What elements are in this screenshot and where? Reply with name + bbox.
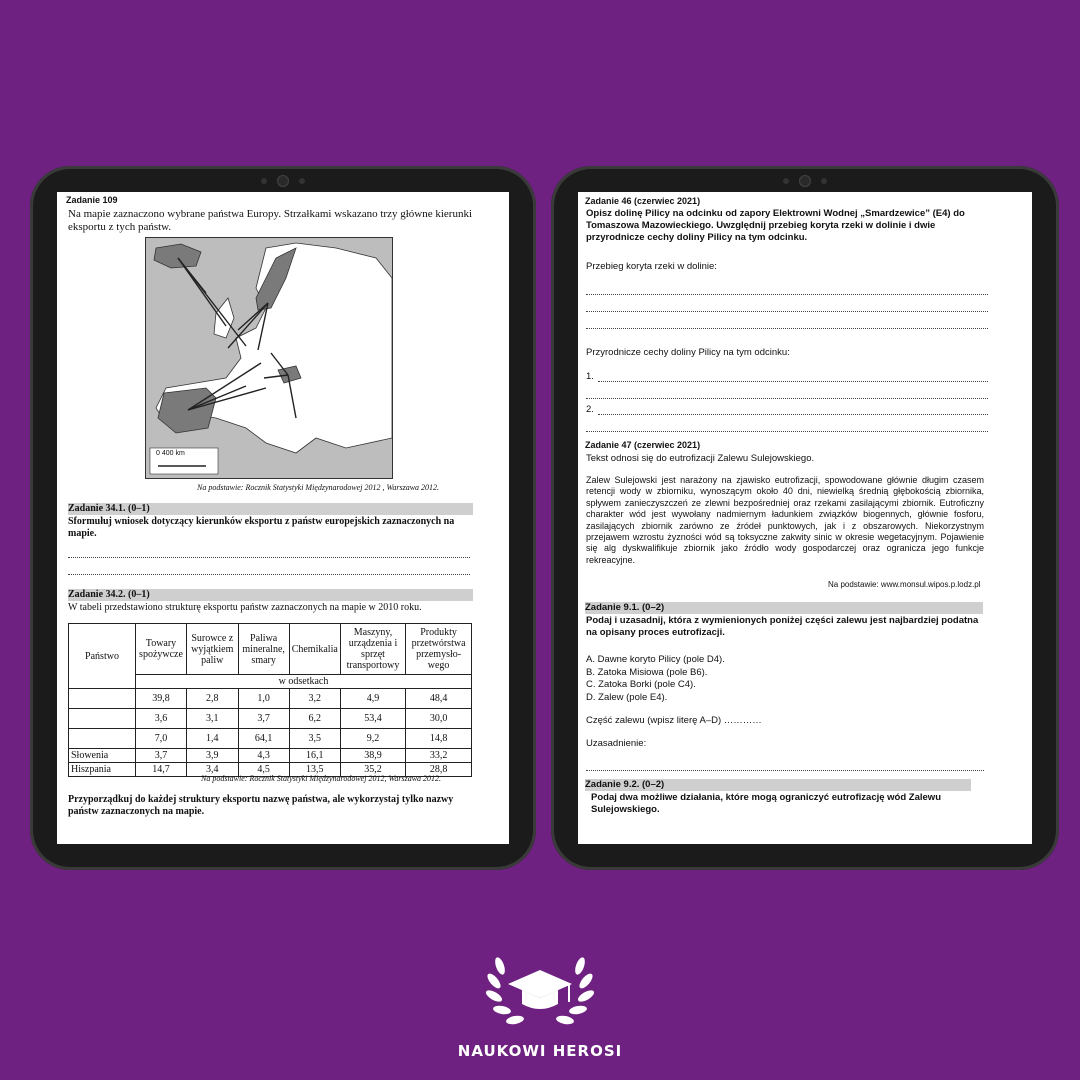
worksheet-left <box>57 192 509 844</box>
table-cell: 33,2 <box>406 749 472 763</box>
answer-line[interactable] <box>598 381 988 382</box>
justification-label: Uzasadnienie: <box>586 738 647 749</box>
table-cell-country: Hiszpania <box>69 763 136 777</box>
table-cell: 1,0 <box>238 689 289 709</box>
item-number: 1. <box>586 371 594 382</box>
table-cell: 53,4 <box>340 709 405 729</box>
table-header: Surowce z wyjątkiem paliw <box>186 624 238 675</box>
answer-line[interactable] <box>68 557 470 558</box>
task-47-paragraph: Zalew Sulejowski jest narażony na zjawisko eutrofizacji, spowodowane głównie długim czasem retencji wody w zbiorniku, wynoszącym około 40 dni, niewielką średnią głębokością zbiornika, spływem zanieczyszczeń ze zlewni bezpośredniej oraz rzekami zasilającymi zbiornik. Eutroficzny charakter wód jest wywołany nadmiernym ładunkiem związków biogennych, głównie fosforu, zasilających zbiornik zarówno ze źródeł punktowych, jak i z obszarowych. Niekorzystnym przejawem wzrostu żyzności wód są toksyczne zakwity sinic w okresie wegetacyjnym. Pojawienie się alg dyskwalifikuje zbiornik jako źródło wody gospodarczej oraz ogranicza jego funkcje rekreacyjne. <box>586 475 984 565</box>
table-cell: 38,9 <box>340 749 405 763</box>
table-cell: 30,0 <box>406 709 472 729</box>
brand-name: NAUKOWI HEROSI <box>457 1042 623 1060</box>
label-course: Przebieg koryta rzeki w dolinie: <box>586 261 717 272</box>
table-cell: 3,5 <box>289 729 340 749</box>
table-cell: 2,8 <box>186 689 238 709</box>
table-cell: 3,9 <box>186 749 238 763</box>
table-cell: 35,2 <box>340 763 405 777</box>
table-header-country: Państwo <box>69 624 136 689</box>
task-46-title: Zadanie 46 (czerwiec 2021) <box>585 196 701 206</box>
table-cell: 14,7 <box>136 763 187 777</box>
table-cell-country[interactable] <box>69 709 136 729</box>
task-34-1-bar: Zadanie 34.1. (0–1) <box>68 503 473 515</box>
option-b: B. Zatoka Misiowa (pole B6). <box>586 666 708 678</box>
answer-line[interactable] <box>586 328 988 329</box>
table-cell-country[interactable] <box>69 729 136 749</box>
table-cell: 64,1 <box>238 729 289 749</box>
table-header: Maszyny, urządzenia i sprzęt transportowy <box>340 624 405 675</box>
table-unit: w odsetkach <box>136 675 472 689</box>
label-features: Przyrodnicze cechy doliny Pilicy na tym odcinku: <box>586 347 790 358</box>
task-47-intro: Tekst odnosi się do eutrofizacji Zalewu Sulejowskiego. <box>586 453 815 464</box>
answer-line[interactable] <box>586 398 988 399</box>
task-title: Zadanie 109 <box>66 195 118 205</box>
table-header: Chemikalia <box>289 624 340 675</box>
answer-line[interactable] <box>598 414 988 415</box>
table-header: Towary spożywcze <box>136 624 187 675</box>
map-scale-label: 0 400 km <box>156 450 185 457</box>
table-source: Na podstawie: Rocznik Statystyki Międzynarodowej 2012, Warszawa 2012. <box>201 774 442 783</box>
answer-line[interactable] <box>586 770 984 771</box>
table-cell: 4,3 <box>238 749 289 763</box>
task-9-1-bar: Zadanie 9.1. (0–2) <box>585 602 983 614</box>
table-cell: 3,4 <box>186 763 238 777</box>
table-cell: 3,2 <box>289 689 340 709</box>
table-cell: 48,4 <box>406 689 472 709</box>
item-number: 2. <box>586 404 594 415</box>
tablet-left <box>30 166 536 870</box>
answer-line[interactable] <box>586 294 988 295</box>
export-table <box>68 623 472 777</box>
europe-map <box>145 237 393 479</box>
option-a: A. Dawne koryto Pilicy (pole D4). <box>586 654 725 665</box>
answer-line[interactable] <box>586 311 988 312</box>
answer-letter-field[interactable]: Część zalewu (wpisz literę A–D) ………… <box>586 715 762 726</box>
table-cell: 3,7 <box>238 709 289 729</box>
table-cell: 3,1 <box>186 709 238 729</box>
worksheet-right <box>578 192 1032 844</box>
table-cell: 4,5 <box>238 763 289 777</box>
map-graphic <box>146 238 392 478</box>
option-d: D. Zalew (pole E4). <box>586 691 668 703</box>
task-47-title: Zadanie 47 (czerwiec 2021) <box>585 440 701 450</box>
task-34-2-instruction: Przyporządkuj do każdej struktury eksportu nazwę państwa, ale wykorzystaj tylko nazwy państw zaznaczonych na mapie. <box>68 794 454 817</box>
table-header: Produkty przetwórstwa przemysło-wego <box>406 624 472 675</box>
task-34-1-text: Sformułuj wniosek dotyczący kierunków eksportu z państw europejskich zaznaczonych na mapie. <box>68 516 455 539</box>
table-cell: 7,0 <box>136 729 187 749</box>
answer-line[interactable] <box>68 574 470 575</box>
option-c: C. Zatoka Borki (pole C4). <box>586 679 696 690</box>
task-9-2-text: Podaj dwa możliwe działania, które mogą ograniczyć eutrofizację wód Zalewu Sulejowskiego. <box>591 792 941 815</box>
table-cell: 3,7 <box>136 749 187 763</box>
camera-bar <box>261 175 305 187</box>
table-cell: 16,1 <box>289 749 340 763</box>
table-cell: 9,2 <box>340 729 405 749</box>
task-47-source: Na podstawie: www.monsul.wipos.p.lodz.pl <box>828 580 981 589</box>
task-intro: Na mapie zaznaczono wybrane państwa Europy. Strzałkami wskazano trzy główne kierunki eksportu z tych państw. <box>68 208 472 233</box>
table-cell-country: Słowenia <box>69 749 136 763</box>
map-source: Na podstawie: Rocznik Statystyki Międzynarodowej 2012 , Warszawa 2012. <box>197 483 440 492</box>
table-cell: 3,6 <box>136 709 187 729</box>
table-cell: 14,8 <box>406 729 472 749</box>
tablet-right <box>551 166 1059 870</box>
task-9-2-bar: Zadanie 9.2. (0–2) <box>585 779 971 791</box>
task-34-2-text: W tabeli przedstawiono strukturę eksportu państw zaznaczonych na mapie w 2010 roku. <box>68 602 422 613</box>
answer-line[interactable] <box>586 431 988 432</box>
task-9-1-text: Podaj i uzasadnij, która z wymienionych poniżej części zalewu jest najbardziej podatna na opisany proces eutrofizacji. <box>586 615 979 638</box>
camera-bar <box>783 175 827 187</box>
table-cell: 28,8 <box>406 763 472 777</box>
task-34-2-bar: Zadanie 34.2. (0–1) <box>68 589 473 601</box>
table-cell: 4,9 <box>340 689 405 709</box>
table-cell-country[interactable] <box>69 689 136 709</box>
task-46-text: Opisz dolinę Pilicy na odcinku od zapory Elektrowni Wodnej „Smardzewice” (E4) do Tomaszowa Mazowieckiego. Uwzględnij przebieg koryta rzeki w dolinie i dwie przyrodnicze cechy doliny Pilicy na tym odcinku. <box>586 208 965 243</box>
table-header: Paliwa mineralne, smary <box>238 624 289 675</box>
laurel-cap-logo-icon <box>480 936 600 1036</box>
table-cell: 39,8 <box>136 689 187 709</box>
table-cell: 6,2 <box>289 709 340 729</box>
table-cell: 13,5 <box>289 763 340 777</box>
table-cell: 1,4 <box>186 729 238 749</box>
options-list <box>586 654 725 704</box>
